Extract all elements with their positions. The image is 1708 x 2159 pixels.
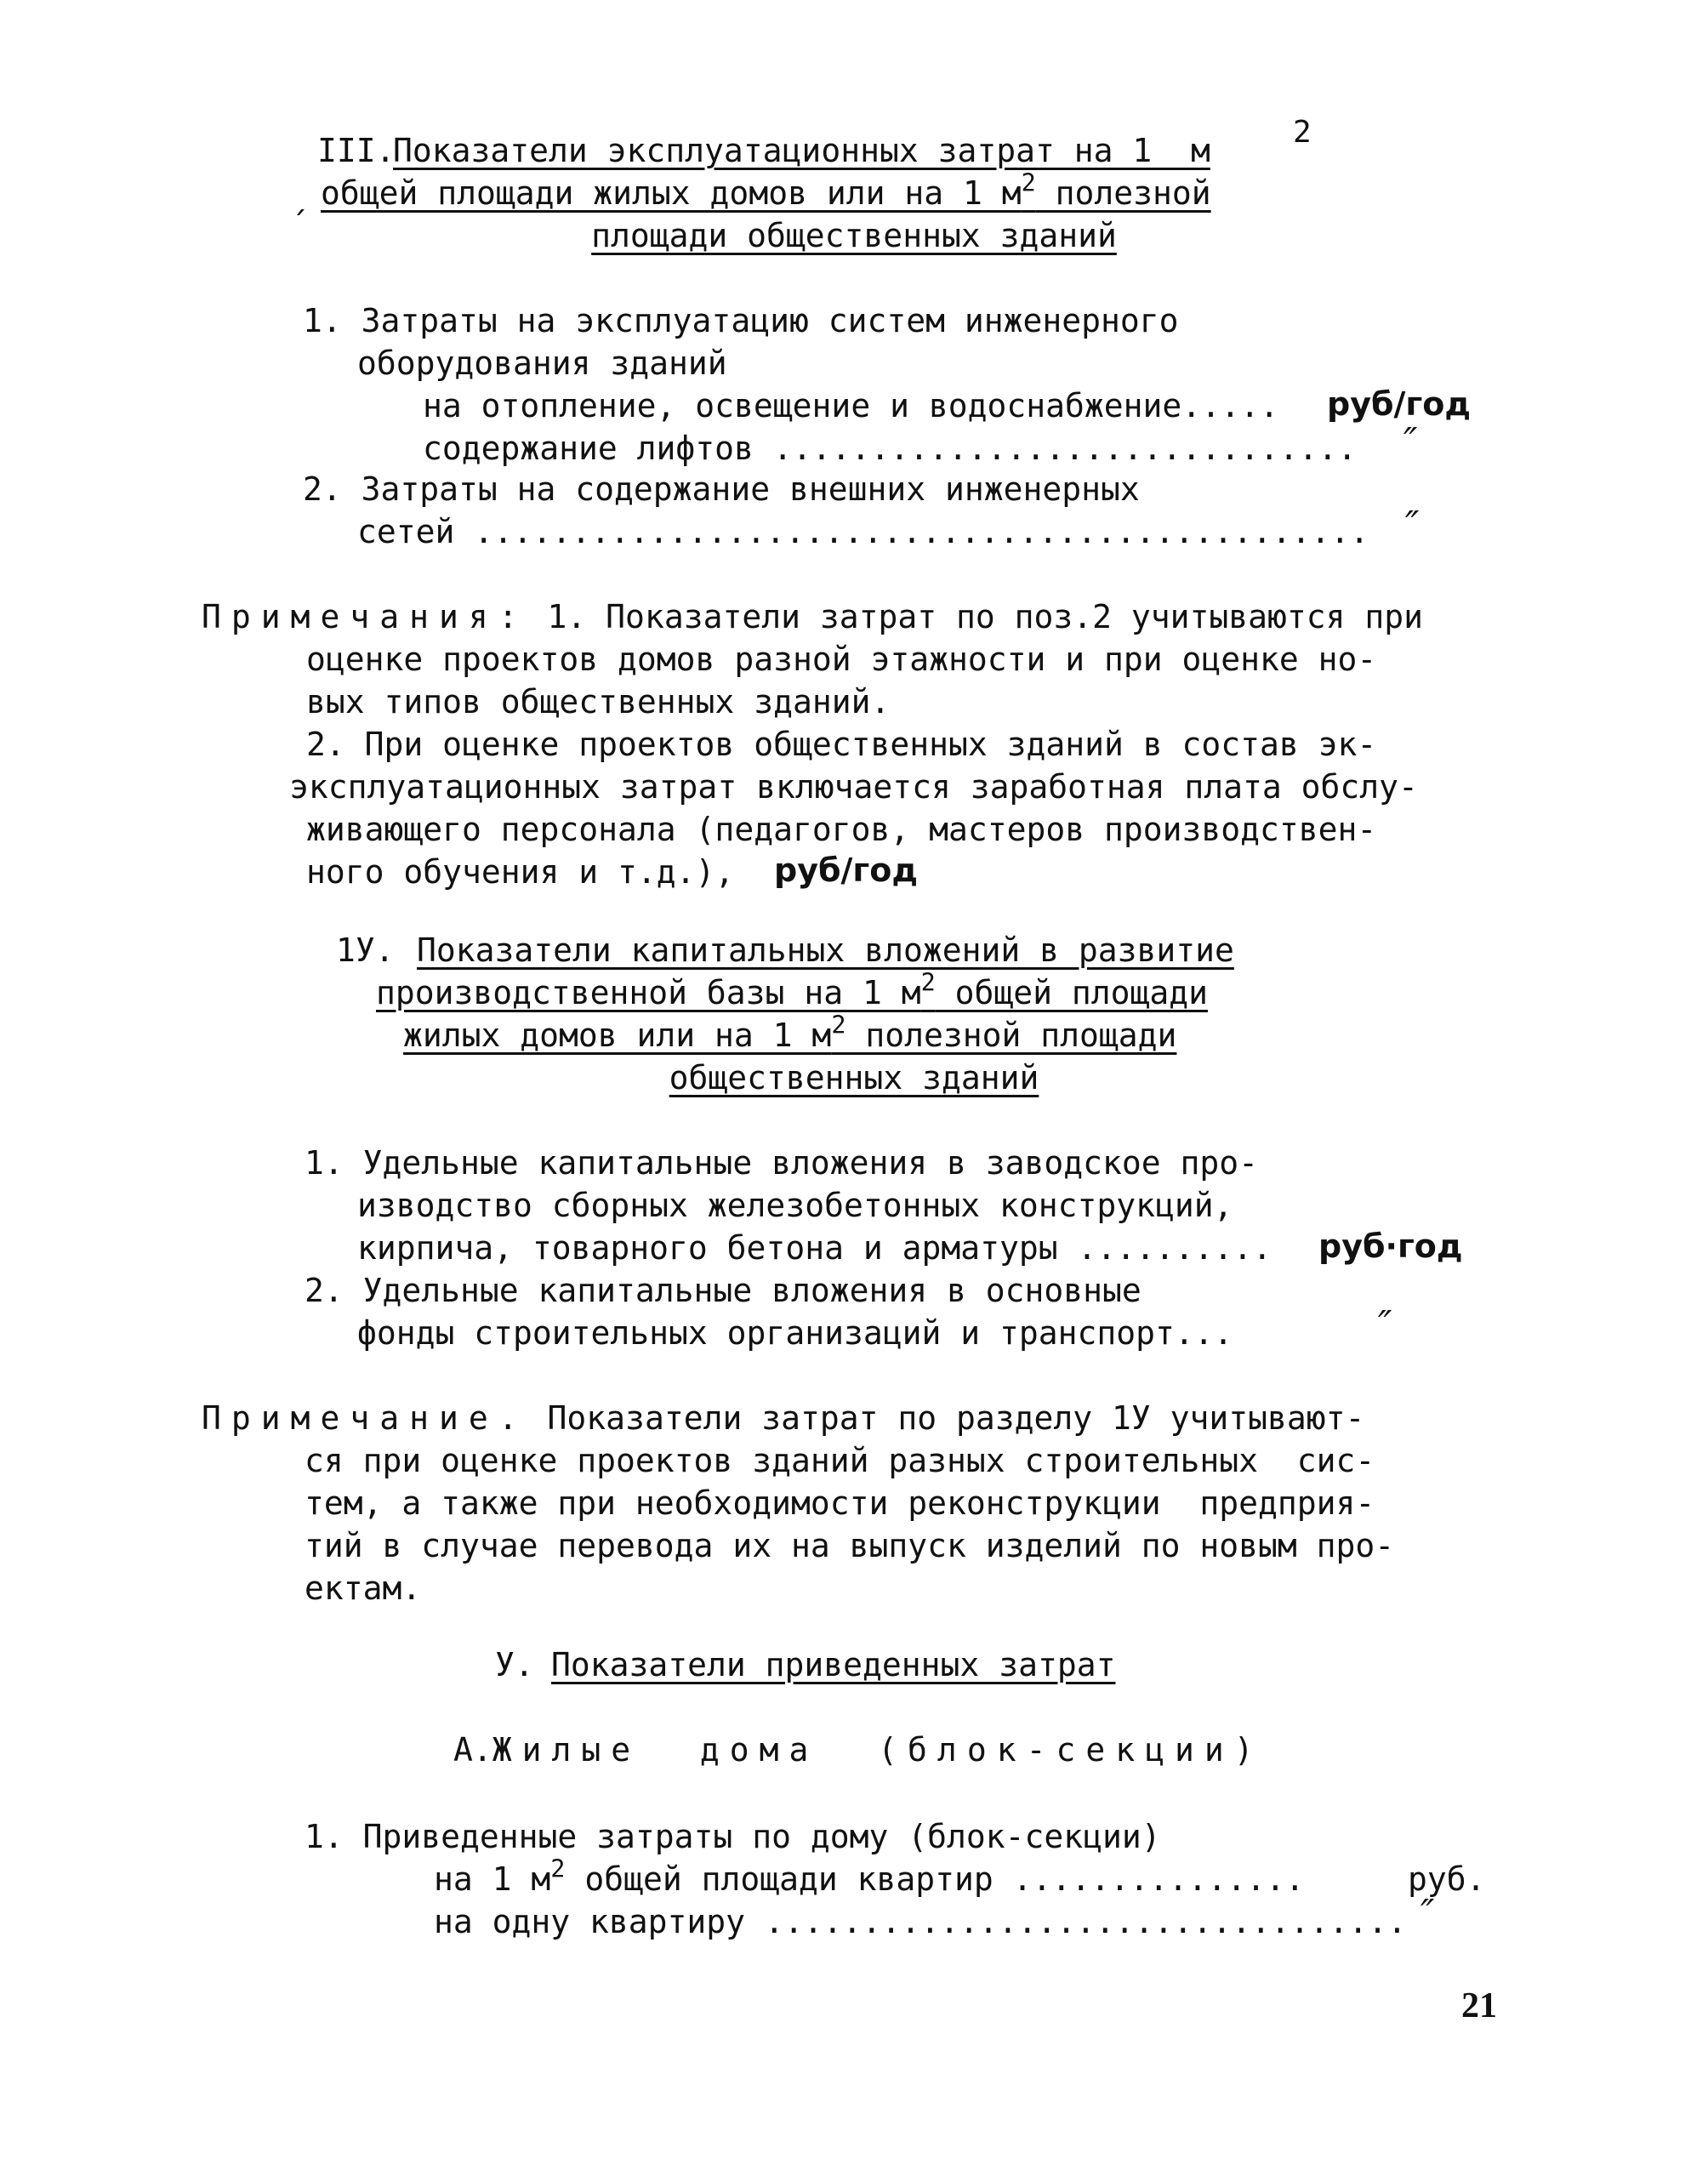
section-4-item-1-line-3: кирпича, товарного бетона и арматуры .......... xyxy=(357,1229,1272,1267)
section-4-title-line-3: жилых домов или на 1 $м^2$ полезной площади xyxy=(403,1011,1177,1054)
section-4-item-1-line-2: изводство сборных железобетонных конструкций, xyxy=(357,1187,1233,1224)
section-3-title-sup: 2 xyxy=(1293,115,1312,150)
notes-4-line-3: тем, а также при необходимости реконструкции предприя- xyxy=(305,1484,1375,1522)
section-5-item-1-line-1: 1. Приведенные затраты по дому (блок-секции) xyxy=(305,1818,1161,1855)
notes-3-line-4: 2. При оценке проектов общественных зданий в состав эк- xyxy=(306,726,1377,763)
section-4-item-2-line-2: фонды строительных организаций и транспорт... xyxy=(357,1314,1233,1352)
section-4-title-line-4: общественных зданий xyxy=(669,1059,1039,1097)
section-4-title-line-1: Показатели капитальных вложений в развитие xyxy=(417,931,1234,969)
section-5-title: Показатели приведенных затрат xyxy=(551,1646,1116,1683)
notes-3-line-5: эксплуатационных затрат включается заработная плата обслу- xyxy=(289,768,1418,806)
notes-3-line-3: вых типов общественных зданий. xyxy=(306,683,891,721)
section-3-item-1-line-2: оборудования зданий xyxy=(357,345,727,382)
section-5-subheading: А.Жилые дома (блок-секции) xyxy=(453,1731,1264,1769)
section-5-item-1-sub-1: на 1 $м^2$ общей площади квартир ............... xyxy=(434,1854,1305,1898)
section-3-item-1-sub-2-ditto: ″ xyxy=(1403,420,1418,464)
section-3-item-2-ditto: ″ xyxy=(1405,504,1420,547)
section-4-title-line-2: производственной базы на 1 $м^2$ общей площади xyxy=(376,968,1209,1011)
notes-3-line-6: живающего персонала (педагогов, мастеров производствен- xyxy=(306,811,1377,848)
notes-4-line-2: ся при оценке проектов зданий разных строительных сис- xyxy=(305,1442,1375,1479)
notes-3-line-2: оценке проектов домов разной этажности и при оценке но- xyxy=(306,641,1377,678)
section-3-item-2-line-2: сетей .............................................. xyxy=(357,513,1369,550)
notes-3-line-7: ного обучения и т.д.), xyxy=(306,853,735,891)
section-4-item-1-line-1: 1. Удельные капитальные вложения в заводское про- xyxy=(305,1144,1259,1182)
section-4-item-2-ditto: ″ xyxy=(1378,1303,1392,1347)
section-3-item-1-sub-1-unit: руб/год xyxy=(1327,385,1472,423)
section-5-number: У. xyxy=(495,1646,534,1683)
section-3-item-1-sub-1: на отопление, освещение и водоснабжение..... xyxy=(423,387,1279,424)
section-3-item-1-sub-2: содержание лифтов .............................. xyxy=(423,430,1358,467)
notes-3-line-7-unit: руб/год xyxy=(774,852,919,889)
section-3-number: III. xyxy=(317,132,396,169)
section-4-item-2-line-1: 2. Удельные капитальные вложения в основные xyxy=(305,1272,1142,1309)
page-number: 21 xyxy=(1461,1986,1497,2025)
section-3-title-line-2: общей площади жилых домов или на 1 $м^2$ полезной xyxy=(321,168,1211,212)
section-3-title-mark: ˏ xyxy=(291,176,310,214)
section-5-item-1-sub-2-ditto: ″ xyxy=(1420,1892,1435,1935)
notes-3-line-1: Примечания: 1. Показатели затрат по поз.2 учитываются при xyxy=(202,598,1424,635)
section-3-title-line-1: Показатели эксплуатационных затрат на 1 м xyxy=(393,132,1210,169)
section-3-item-2-line-1: 2. Затраты на содержание внешних инженерных xyxy=(303,470,1140,508)
notes-4-line-5: ектам. xyxy=(305,1569,422,1607)
section-5-item-1-sub-2: на одну квартиру ................................. xyxy=(434,1903,1407,1940)
section-5-item-1-sub-1-unit: руб. xyxy=(1408,1860,1486,1898)
section-4-item-1-unit: руб·год xyxy=(1318,1228,1463,1265)
notes-4-line-1: Примечание. Показатели затрат по разделу 1У учитывают- xyxy=(202,1399,1365,1437)
notes-4-line-4: тий в случае перевода их на выпуск изделий по новым про- xyxy=(305,1527,1395,1564)
section-4-number: 1У. xyxy=(336,931,395,969)
section-3-title-line-3: площади общественных зданий xyxy=(591,217,1117,254)
section-3-item-1-line-1: 1. Затраты на эксплуатацию систем инженерного xyxy=(303,302,1179,339)
